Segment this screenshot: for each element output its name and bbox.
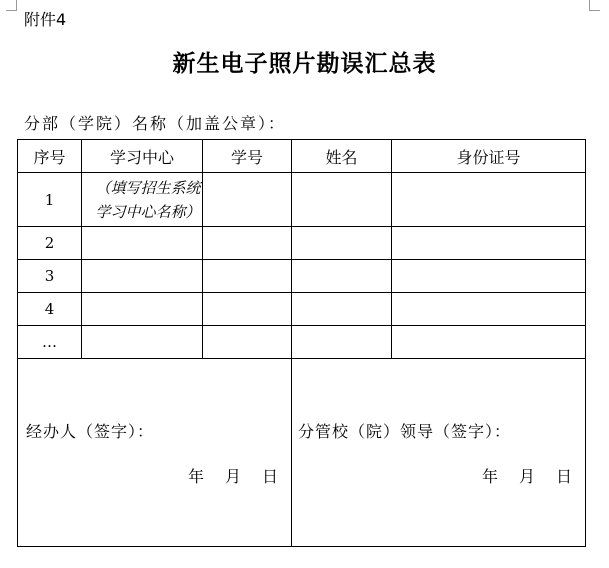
page-corner-mark-left [6,0,17,11]
name-cell[interactable] [292,293,392,326]
learning-center-cell[interactable] [82,227,203,260]
id-number-cell[interactable] [392,293,586,326]
id-number-cell[interactable] [392,326,586,359]
table-header-row [18,140,586,173]
id-number-cell[interactable] [392,260,586,293]
learning-center-cell[interactable] [82,293,203,326]
row-seq: … [18,326,82,359]
date-day: 日 [262,467,280,486]
leader-signature-label: 分管校（院）领导（签字）： [298,422,512,441]
table-row [18,260,586,293]
learning-center-cell[interactable] [82,260,203,293]
name-cell[interactable] [292,260,392,293]
hint-line-1: （填写招生系统 [95,178,201,197]
leader-signature-cell[interactable] [292,359,586,547]
name-cell[interactable] [292,326,392,359]
name-cell[interactable] [292,227,392,260]
handler-date [168,464,279,487]
date-day: 日 [556,467,574,486]
header-name: 姓名 [292,140,392,173]
student-id-cell[interactable] [203,227,292,260]
leader-date [462,464,573,487]
date-month: 月 [225,467,243,486]
header-learning-center: 学习中心 [82,140,203,173]
signature-row [18,359,586,547]
header-seq: 序号 [18,140,82,173]
document-title: 新生电子照片勘误汇总表 [172,50,437,77]
date-year: 年 [188,467,206,486]
table-row [18,326,586,359]
date-year: 年 [482,467,500,486]
table-row [18,227,586,260]
name-cell[interactable] [292,173,392,227]
handler-signature-label: 经办人（签字）： [26,422,155,441]
department-label: 分部（学院）名称（加盖公章）： [24,114,287,133]
student-id-cell[interactable] [203,260,292,293]
learning-center-hint[interactable] [82,173,203,227]
row-seq: 3 [18,260,82,293]
handler-signature-cell[interactable] [18,359,292,547]
page-corner-mark-right [589,0,600,11]
date-month: 月 [519,467,537,486]
row-seq: 4 [18,293,82,326]
summary-table [17,139,586,547]
student-id-cell[interactable] [203,326,292,359]
row-seq: 1 [18,173,82,227]
hint-line-2: 学习中心名称） [95,202,201,221]
id-number-cell[interactable] [392,227,586,260]
header-id-number: 身份证号 [392,140,586,173]
header-student-id: 学号 [203,140,292,173]
student-id-cell[interactable] [203,173,292,227]
learning-center-cell[interactable] [82,326,203,359]
table-row [18,173,586,227]
table-row [18,293,586,326]
student-id-cell[interactable] [203,293,292,326]
annex-label: 附件4 [24,10,67,29]
id-number-cell[interactable] [392,173,586,227]
row-seq: 2 [18,227,82,260]
